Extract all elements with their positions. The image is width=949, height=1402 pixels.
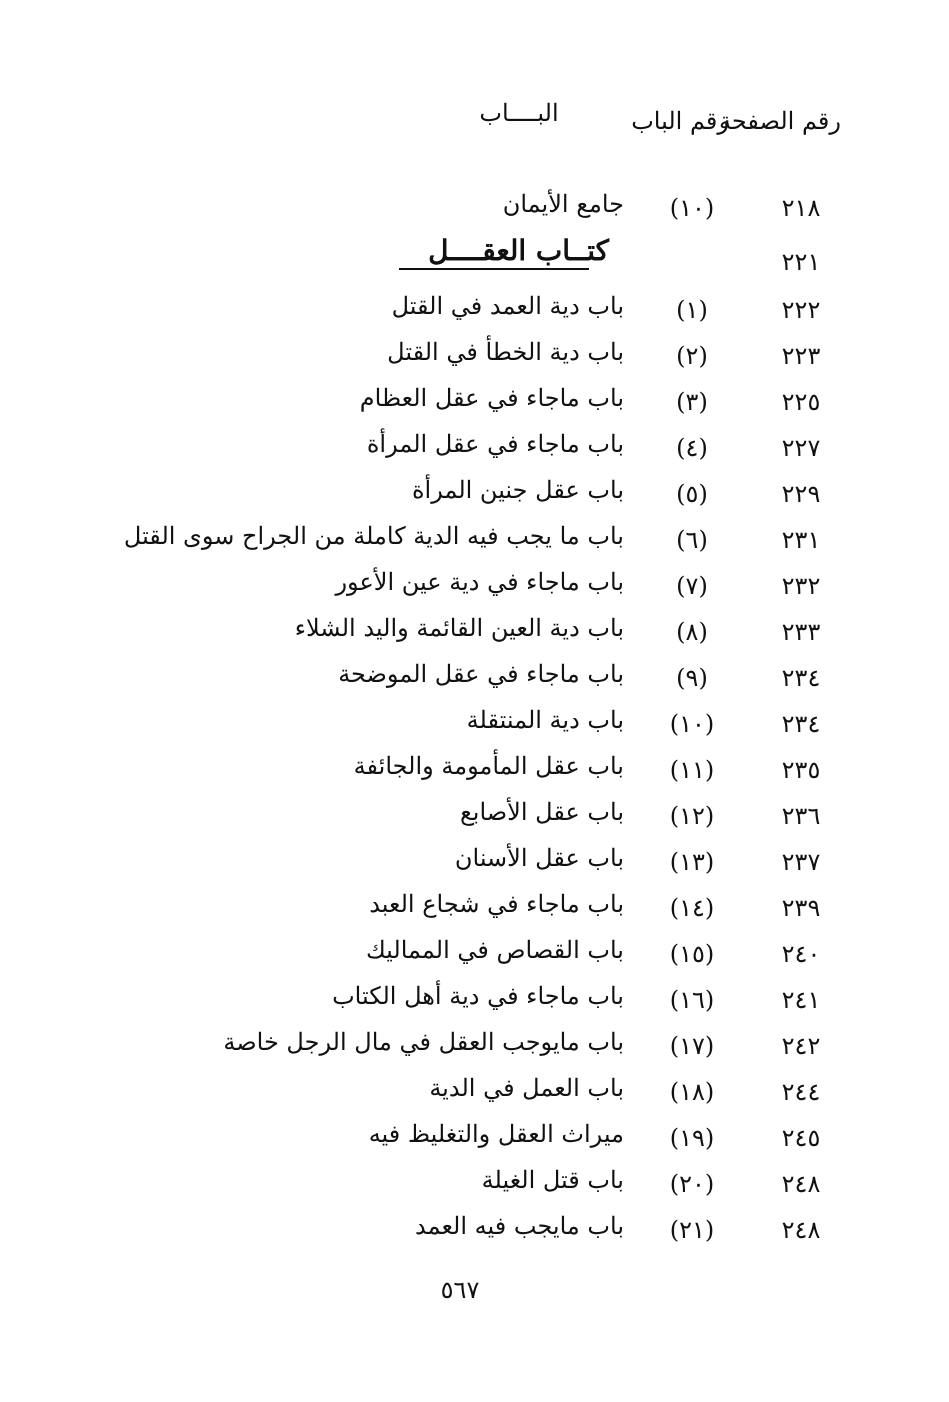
- toc-chapter-number: (٥): [676, 480, 708, 508]
- toc-row: [0, 702, 949, 748]
- toc-chapter-title: باب ماجاء في دية أهل الكتاب: [332, 982, 624, 1010]
- toc-row: [0, 472, 949, 518]
- toc-row: [0, 1116, 949, 1162]
- toc-row: [0, 932, 949, 978]
- toc-chapter-number: (١٤): [669, 894, 715, 922]
- folio-page-number: ٥٦٧: [440, 1276, 480, 1304]
- toc-row: [0, 1208, 949, 1254]
- toc-page-number: ٢٤٥: [781, 1124, 821, 1152]
- toc-page-number: ٢٢٢: [781, 296, 821, 324]
- toc-row: [0, 886, 949, 932]
- toc-page-number: ٢٣٤: [781, 664, 821, 692]
- toc-row: [0, 426, 949, 472]
- toc-row: [0, 794, 949, 840]
- toc-page-number: ٢٤٨: [781, 1216, 821, 1244]
- toc-page-number: ٢٤٤: [781, 1078, 821, 1106]
- toc-row: [0, 1162, 949, 1208]
- toc-page-number: ٢٣٦: [781, 802, 821, 830]
- toc-chapter-number: (١٢): [669, 802, 715, 830]
- toc-page-number: ٢٣٩: [781, 894, 821, 922]
- chapter-title-column-header: البــــاب: [479, 99, 559, 127]
- toc-row: [0, 748, 949, 794]
- toc-row: [0, 186, 949, 232]
- toc-page-number: ٢١٨: [781, 194, 821, 222]
- toc-chapter-number: (٤): [676, 434, 708, 462]
- toc-page-number: ٢٣٥: [781, 756, 821, 784]
- toc-chapter-number: (٢١): [669, 1216, 715, 1244]
- toc-row: [0, 380, 949, 426]
- table-of-contents: [0, 186, 949, 1254]
- toc-page-number: ٢٤٠: [781, 940, 821, 968]
- toc-page-number: ٢٢٣: [781, 342, 821, 370]
- toc-chapter-number: (١١): [669, 756, 715, 784]
- toc-chapter-title: باب ما يجب فيه الدية كاملة من الجراح سوى القتل: [123, 522, 624, 550]
- toc-chapter-title: باب عقل الأسنان: [454, 844, 624, 872]
- toc-chapter-number: (١٠): [669, 710, 715, 738]
- toc-book-heading-row: [0, 232, 949, 288]
- toc-row: [0, 978, 949, 1024]
- toc-chapter-number: (١٠): [669, 194, 715, 222]
- toc-page-number: ٢٣٣: [781, 618, 821, 646]
- toc-chapter-number: (١): [676, 296, 708, 324]
- toc-chapter-title: باب دية الخطأ في القتل: [387, 338, 624, 366]
- toc-chapter-title: باب العمل في الدية: [429, 1074, 624, 1102]
- page-number-column-header: رقم الصفحة: [719, 107, 841, 135]
- toc-chapter-title: باب قتل الغيلة: [481, 1166, 624, 1194]
- toc-chapter-number: (٩): [676, 664, 708, 692]
- toc-chapter-title: ميراث العقل والتغليظ فيه: [368, 1120, 624, 1148]
- toc-chapter-number: (١٦): [669, 986, 715, 1014]
- toc-chapter-title: باب عقل الأصابع: [460, 798, 624, 826]
- toc-row: [0, 1070, 949, 1116]
- toc-page-number: ٢٣٢: [781, 572, 821, 600]
- toc-chapter-number: (٢): [676, 342, 708, 370]
- toc-chapter-title: باب القصاص في المماليك: [365, 936, 624, 964]
- toc-chapter-number: (٨): [676, 618, 708, 646]
- toc-row: [0, 518, 949, 564]
- toc-row: [0, 656, 949, 702]
- toc-page-number: ٢٢١: [781, 248, 821, 276]
- toc-chapter-title: باب دية العين القائمة واليد الشلاء: [294, 614, 624, 642]
- toc-row: [0, 564, 949, 610]
- toc-chapter-number: (١٨): [669, 1078, 715, 1106]
- toc-page-number: ٢٤٨: [781, 1170, 821, 1198]
- toc-chapter-title: باب عقل المأمومة والجائفة: [353, 752, 624, 780]
- toc-chapter-title: باب ماجاء في دية عين الأعور: [335, 568, 624, 596]
- toc-page-number: ٢٣٧: [781, 848, 821, 876]
- toc-page-number: ٢٣٤: [781, 710, 821, 738]
- toc-chapter-title: جامع الأيمان: [502, 190, 624, 218]
- toc-chapter-number: (٦): [676, 526, 708, 554]
- toc-chapter-title: باب ماجاء في شجاع العبد: [369, 890, 624, 918]
- toc-chapter-number: (٢٠): [669, 1170, 715, 1198]
- toc-page-number: ٢٤٢: [781, 1032, 821, 1060]
- toc-chapter-number: (٣): [676, 388, 708, 416]
- book-title-underline: [399, 268, 589, 270]
- toc-chapter-title: باب مايوجب العقل في مال الرجل خاصة: [223, 1028, 624, 1056]
- chapter-number-column-header: رقم الباب: [631, 107, 729, 135]
- toc-row: [0, 334, 949, 380]
- toc-page-number: ٢٢٧: [781, 434, 821, 462]
- toc-chapter-title: باب دية المنتقلة: [466, 706, 624, 734]
- toc-chapter-title: باب ماجاء في عقل العظام: [359, 384, 624, 412]
- toc-chapter-title: باب ماجاء في عقل المرأة: [366, 430, 624, 458]
- toc-row: [0, 610, 949, 656]
- toc-row: [0, 1024, 949, 1070]
- toc-chapter-number: (١٥): [669, 940, 715, 968]
- book-title: كتــاب العقــــل: [428, 234, 609, 267]
- toc-chapter-title: باب ماجاء في عقل الموضحة: [338, 660, 624, 688]
- toc-page-number: ٢٣١: [781, 526, 821, 554]
- toc-page-number: ٢٢٩: [781, 480, 821, 508]
- toc-chapter-number: (٧): [676, 572, 708, 600]
- toc-chapter-title: باب عقل جنين المرأة: [411, 476, 624, 504]
- toc-row: [0, 840, 949, 886]
- toc-chapter-title: باب مايجب فيه العمد: [415, 1212, 624, 1240]
- toc-row: [0, 288, 949, 334]
- toc-chapter-title: باب دية العمد في القتل: [391, 292, 624, 320]
- toc-page-number: ٢٢٥: [781, 388, 821, 416]
- toc-chapter-number: (١٣): [669, 848, 715, 876]
- toc-page-number: ٢٤١: [781, 986, 821, 1014]
- toc-chapter-number: (١٩): [669, 1124, 715, 1152]
- toc-chapter-number: (١٧): [669, 1032, 715, 1060]
